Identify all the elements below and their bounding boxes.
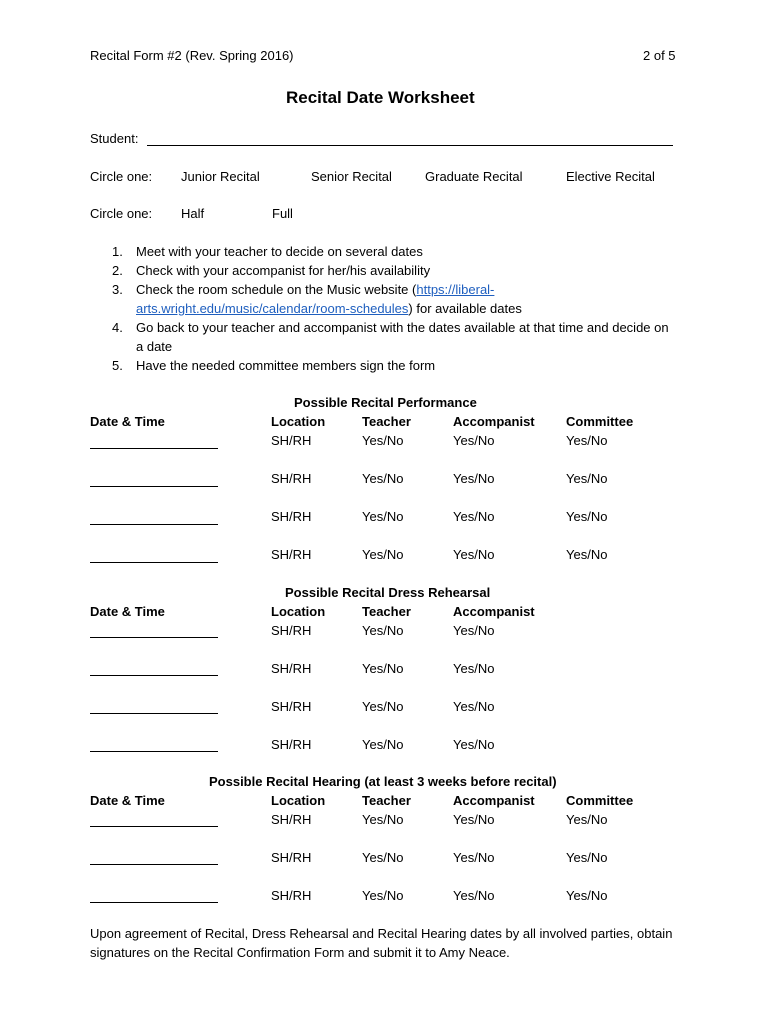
location-option[interactable]: SH/RH bbox=[271, 850, 312, 865]
room-schedule-link[interactable]: https://liberal-arts.wright.edu/music/calendar/room-schedules bbox=[136, 282, 495, 316]
circle-one-label: Circle one: bbox=[90, 169, 153, 184]
instructions-list bbox=[90, 242, 670, 375]
dress-accompanist-header: Accompanist bbox=[453, 604, 535, 619]
hearing-location-header: Location bbox=[271, 793, 326, 808]
option-graduate-recital[interactable]: Graduate Recital bbox=[425, 169, 523, 184]
list-item bbox=[90, 318, 670, 356]
committee-option[interactable]: Yes/No bbox=[566, 433, 608, 448]
step-number: 1. bbox=[112, 244, 123, 259]
hearing-title: Possible Recital Hearing (at least 3 weeks before recital) bbox=[209, 774, 557, 789]
accompanist-option[interactable]: Yes/No bbox=[453, 737, 495, 752]
dress-date-field[interactable] bbox=[90, 751, 218, 752]
teacher-option[interactable]: Yes/No bbox=[362, 812, 404, 827]
footer-note: Upon agreement of Recital, Dress Rehearsal and Recital Hearing dates by all involved parties, obtain signatures on the Recital Confirmation Form and submit it to Amy Neace. bbox=[90, 926, 673, 960]
step-text: Check with your accompanist for her/his availability bbox=[136, 263, 431, 278]
location-option[interactable]: SH/RH bbox=[271, 699, 312, 714]
page-number: 2 of 5 bbox=[643, 48, 676, 63]
performance-date-field[interactable] bbox=[90, 486, 218, 487]
teacher-option[interactable]: Yes/No bbox=[362, 850, 404, 865]
step-text-pre: Check the room schedule on the Music website ( bbox=[136, 282, 417, 297]
hearing-date-header: Date & Time bbox=[90, 793, 165, 808]
hearing-date-field[interactable] bbox=[90, 864, 218, 865]
teacher-option[interactable]: Yes/No bbox=[362, 433, 404, 448]
performance-teacher-header: Teacher bbox=[362, 414, 411, 429]
accompanist-option[interactable]: Yes/No bbox=[453, 812, 495, 827]
dress-date-header: Date & Time bbox=[90, 604, 165, 619]
circle-one-length-label: Circle one: bbox=[90, 206, 153, 221]
location-option[interactable]: SH/RH bbox=[271, 433, 312, 448]
dress-location-header: Location bbox=[271, 604, 326, 619]
accompanist-option[interactable]: Yes/No bbox=[453, 850, 495, 865]
committee-option[interactable]: Yes/No bbox=[566, 888, 608, 903]
location-option[interactable]: SH/RH bbox=[271, 471, 312, 486]
performance-date-field[interactable] bbox=[90, 562, 218, 563]
teacher-option[interactable]: Yes/No bbox=[362, 547, 404, 562]
page-title: Recital Date Worksheet bbox=[286, 88, 475, 107]
option-senior-recital[interactable]: Senior Recital bbox=[311, 169, 392, 184]
list-item bbox=[90, 356, 670, 375]
hearing-date-field[interactable] bbox=[90, 902, 218, 903]
location-option[interactable]: SH/RH bbox=[271, 661, 312, 676]
step-text: Meet with your teacher to decide on several dates bbox=[136, 244, 423, 259]
performance-date-field[interactable] bbox=[90, 524, 218, 525]
performance-accompanist-header: Accompanist bbox=[453, 414, 535, 429]
performance-date-field[interactable] bbox=[90, 448, 218, 449]
location-option[interactable]: SH/RH bbox=[271, 888, 312, 903]
accompanist-option[interactable]: Yes/No bbox=[453, 623, 495, 638]
option-half[interactable]: Half bbox=[181, 206, 205, 221]
option-junior-recital[interactable]: Junior Recital bbox=[181, 169, 260, 184]
step-text: Have the needed committee members sign the form bbox=[136, 358, 436, 373]
accompanist-option[interactable]: Yes/No bbox=[453, 699, 495, 714]
location-option[interactable]: SH/RH bbox=[271, 623, 312, 638]
teacher-option[interactable]: Yes/No bbox=[362, 737, 404, 752]
step-text-post: ) for available dates bbox=[408, 301, 522, 316]
committee-option[interactable]: Yes/No bbox=[566, 547, 608, 562]
teacher-option[interactable]: Yes/No bbox=[362, 888, 404, 903]
hearing-committee-header: Committee bbox=[566, 793, 634, 808]
accompanist-option[interactable]: Yes/No bbox=[453, 547, 495, 562]
teacher-option[interactable]: Yes/No bbox=[362, 471, 404, 486]
option-full[interactable]: Full bbox=[272, 206, 293, 221]
dress-teacher-header: Teacher bbox=[362, 604, 411, 619]
student-name-field[interactable] bbox=[147, 145, 673, 146]
location-option[interactable]: SH/RH bbox=[271, 509, 312, 524]
student-label: Student: bbox=[90, 131, 139, 146]
committee-option[interactable]: Yes/No bbox=[566, 509, 608, 524]
teacher-option[interactable]: Yes/No bbox=[362, 509, 404, 524]
dress-date-field[interactable] bbox=[90, 675, 218, 676]
performance-location-header: Location bbox=[271, 414, 326, 429]
accompanist-option[interactable]: Yes/No bbox=[453, 471, 495, 486]
step-number: 4. bbox=[112, 320, 123, 335]
step-text: Go back to your teacher and accompanist with the dates available at that time and decide on a date bbox=[136, 320, 669, 354]
committee-option[interactable]: Yes/No bbox=[566, 471, 608, 486]
teacher-option[interactable]: Yes/No bbox=[362, 623, 404, 638]
list-item bbox=[90, 261, 670, 280]
list-item bbox=[90, 242, 670, 261]
location-option[interactable]: SH/RH bbox=[271, 547, 312, 562]
location-option[interactable]: SH/RH bbox=[271, 812, 312, 827]
performance-title: Possible Recital Performance bbox=[294, 395, 477, 410]
dress-date-field[interactable] bbox=[90, 637, 218, 638]
teacher-option[interactable]: Yes/No bbox=[362, 661, 404, 676]
list-item bbox=[90, 280, 670, 318]
location-option[interactable]: SH/RH bbox=[271, 737, 312, 752]
form-label: Recital Form #2 (Rev. Spring 2016) bbox=[90, 48, 294, 63]
dress-rehearsal-title: Possible Recital Dress Rehearsal bbox=[285, 585, 491, 600]
teacher-option[interactable]: Yes/No bbox=[362, 699, 404, 714]
step-number: 5. bbox=[112, 358, 123, 373]
hearing-date-field[interactable] bbox=[90, 826, 218, 827]
step-number: 2. bbox=[112, 263, 123, 278]
option-elective-recital[interactable]: Elective Recital bbox=[566, 169, 655, 184]
accompanist-option[interactable]: Yes/No bbox=[453, 661, 495, 676]
accompanist-option[interactable]: Yes/No bbox=[453, 888, 495, 903]
committee-option[interactable]: Yes/No bbox=[566, 812, 608, 827]
hearing-accompanist-header: Accompanist bbox=[453, 793, 535, 808]
step-number: 3. bbox=[112, 282, 123, 297]
performance-date-header: Date & Time bbox=[90, 414, 165, 429]
accompanist-option[interactable]: Yes/No bbox=[453, 433, 495, 448]
accompanist-option[interactable]: Yes/No bbox=[453, 509, 495, 524]
committee-option[interactable]: Yes/No bbox=[566, 850, 608, 865]
performance-committee-header: Committee bbox=[566, 414, 634, 429]
hearing-teacher-header: Teacher bbox=[362, 793, 411, 808]
dress-date-field[interactable] bbox=[90, 713, 218, 714]
